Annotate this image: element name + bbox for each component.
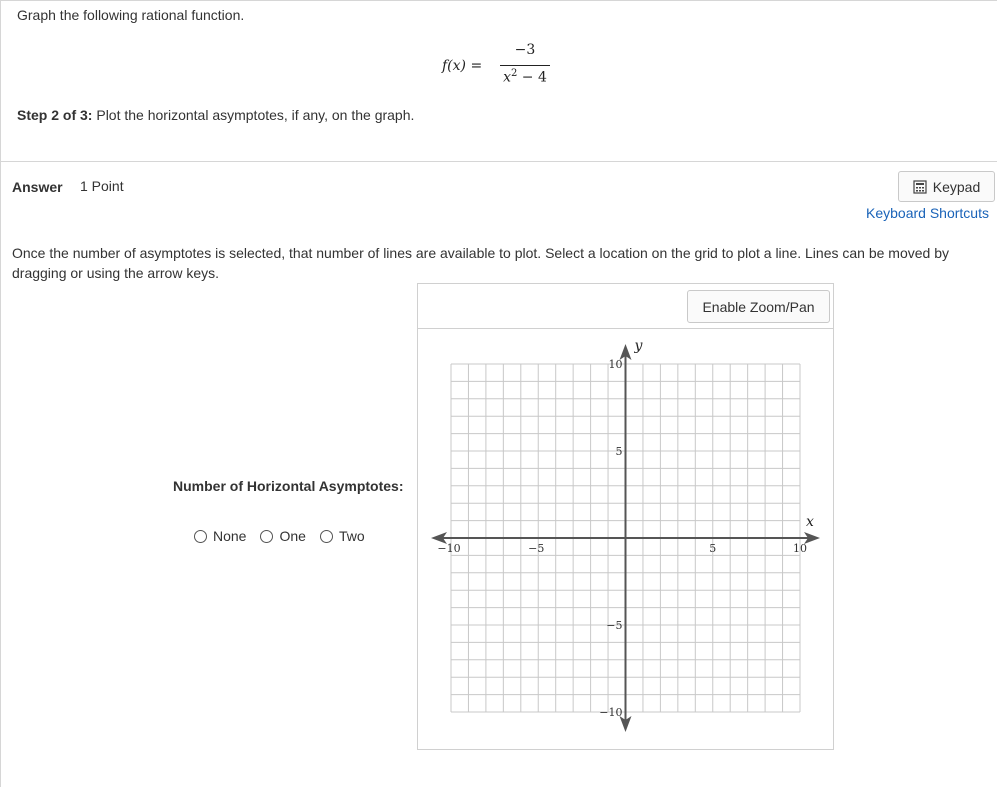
x-tick-label: −10 xyxy=(437,542,461,555)
radio-one[interactable] xyxy=(260,528,305,544)
step-label: Step 2 of 3: xyxy=(17,107,93,123)
y-axis-label: y xyxy=(634,338,643,354)
coordinate-grid[interactable] xyxy=(418,284,833,749)
y-tick-label: −10 xyxy=(599,706,623,719)
radio-one-label: One xyxy=(279,528,306,544)
step-text: Plot the horizontal asymptotes, if any, on the graph. xyxy=(92,107,415,123)
asymptote-count-options xyxy=(194,528,379,544)
radio-two-circle[interactable] xyxy=(320,530,333,543)
frame-top-border xyxy=(0,0,997,1)
question-prompt: Graph the following rational function. xyxy=(17,7,245,23)
radio-none[interactable] xyxy=(194,528,246,544)
radio-none-circle[interactable] xyxy=(194,530,207,543)
x-axis-label: x xyxy=(806,514,814,530)
y-tick-label: 5 xyxy=(615,445,623,458)
x-tick-label: 5 xyxy=(709,542,717,555)
fraction-numerator: −3 xyxy=(514,42,536,58)
keypad-label: Keypad xyxy=(932,178,981,195)
answer-label: Answer xyxy=(12,179,63,195)
step-instruction xyxy=(17,107,414,123)
section-divider xyxy=(0,161,997,162)
x-tick-label: −5 xyxy=(528,542,545,555)
function-lhs: f(x) = xyxy=(442,58,483,74)
plot-instructions: Once the number of asymptotes is selected, that number of lines are available to plot. Select a location on the grid to plot a line. Lines can be moved by dragging or using the arrow keys. xyxy=(12,245,949,281)
fraction-bar xyxy=(500,65,550,66)
frame-left-border xyxy=(0,0,1,787)
radio-one-circle[interactable] xyxy=(260,530,273,543)
keyboard-shortcuts-link[interactable]: Keyboard Shortcuts xyxy=(866,205,989,221)
y-tick-label: −5 xyxy=(606,619,623,632)
x-tick-label: 10 xyxy=(793,542,807,555)
y-tick-label: 10 xyxy=(608,358,623,371)
points-value: 1 Point xyxy=(80,178,124,194)
asymptote-count-label: Number of Horizontal Asymptotes: xyxy=(173,478,404,494)
calculator-icon xyxy=(913,180,927,194)
graph-panel xyxy=(417,283,834,750)
keypad-button[interactable] xyxy=(898,171,995,202)
radio-two-label: Two xyxy=(338,528,365,544)
enable-zoom-pan-button[interactable]: Enable Zoom/Pan xyxy=(687,290,830,323)
fraction-denominator: $x^2 - 4$ xyxy=(503,68,547,86)
radio-none-label: None xyxy=(213,528,247,544)
radio-two[interactable] xyxy=(320,528,365,544)
